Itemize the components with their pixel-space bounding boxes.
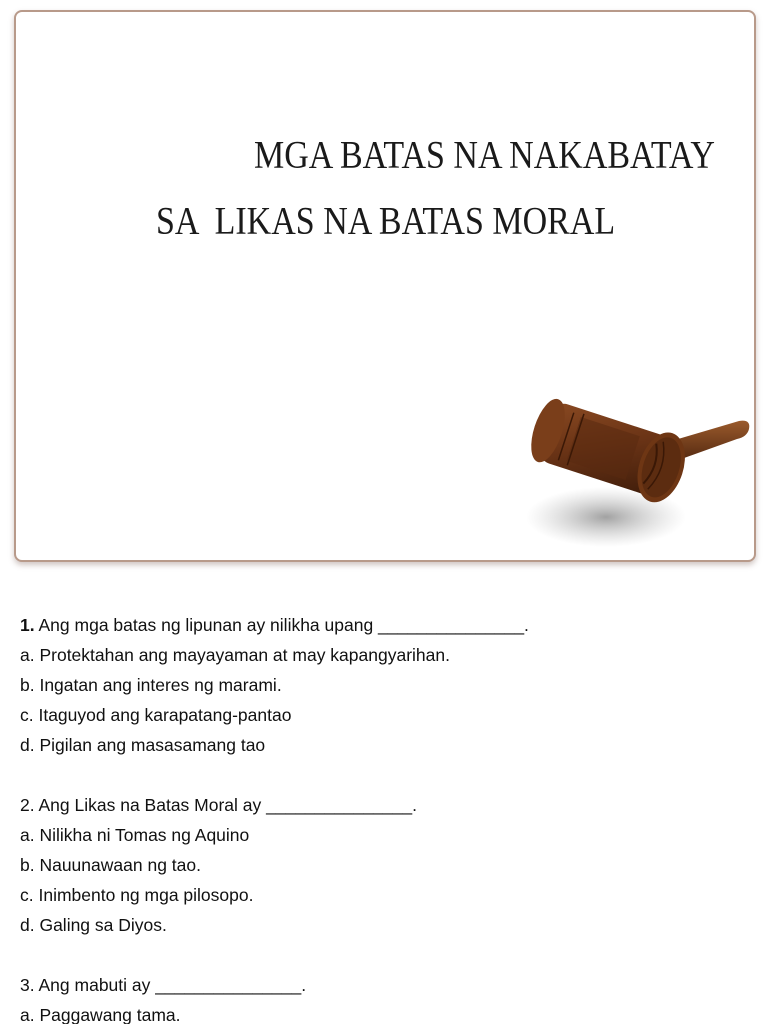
slide-title-line-1: MGA BATAS NA NAKABATAY: [254, 134, 715, 177]
slide-title-line-2: SA LIKAS NA BATAS MORAL: [156, 200, 616, 243]
choice-1b: b. Ingatan ang interes ng marami.: [20, 675, 282, 695]
question-text: Ang Likas na Batas Moral ay _______________.: [34, 795, 417, 815]
question-1: [20, 610, 750, 640]
question-text: Ang mabuti ay _______________.: [34, 975, 307, 995]
question-2: [20, 790, 750, 820]
choice-1c: c. Itaguyod ang karapatang-pantao: [20, 705, 292, 725]
quiz-section: [20, 610, 750, 1024]
choice-2b: b. Nauunawaan ng tao.: [20, 855, 201, 875]
choice-1a: a. Protektahan ang mayayaman at may kapangyarihan.: [20, 645, 450, 665]
choice-2a: a. Nilikha ni Tomas ng Aquino: [20, 825, 250, 845]
question-number: 3.: [20, 975, 35, 995]
choice-3a: a. Paggawang tama.: [20, 1005, 181, 1024]
question-3: [20, 970, 750, 1000]
question-number: 2.: [20, 795, 35, 815]
choice-2d: d. Galing sa Diyos.: [20, 915, 167, 935]
gavel-icon: [511, 387, 751, 562]
choice-1d: d. Pigilan ang masasamang tao: [20, 735, 266, 755]
choice-2c: c. Inimbento ng mga pilosopo.: [20, 885, 254, 905]
question-text: Ang mga batas ng lipunan ay nilikha upang _______________.: [34, 615, 529, 635]
title-slide: [14, 10, 756, 562]
question-number: 1.: [20, 615, 35, 635]
